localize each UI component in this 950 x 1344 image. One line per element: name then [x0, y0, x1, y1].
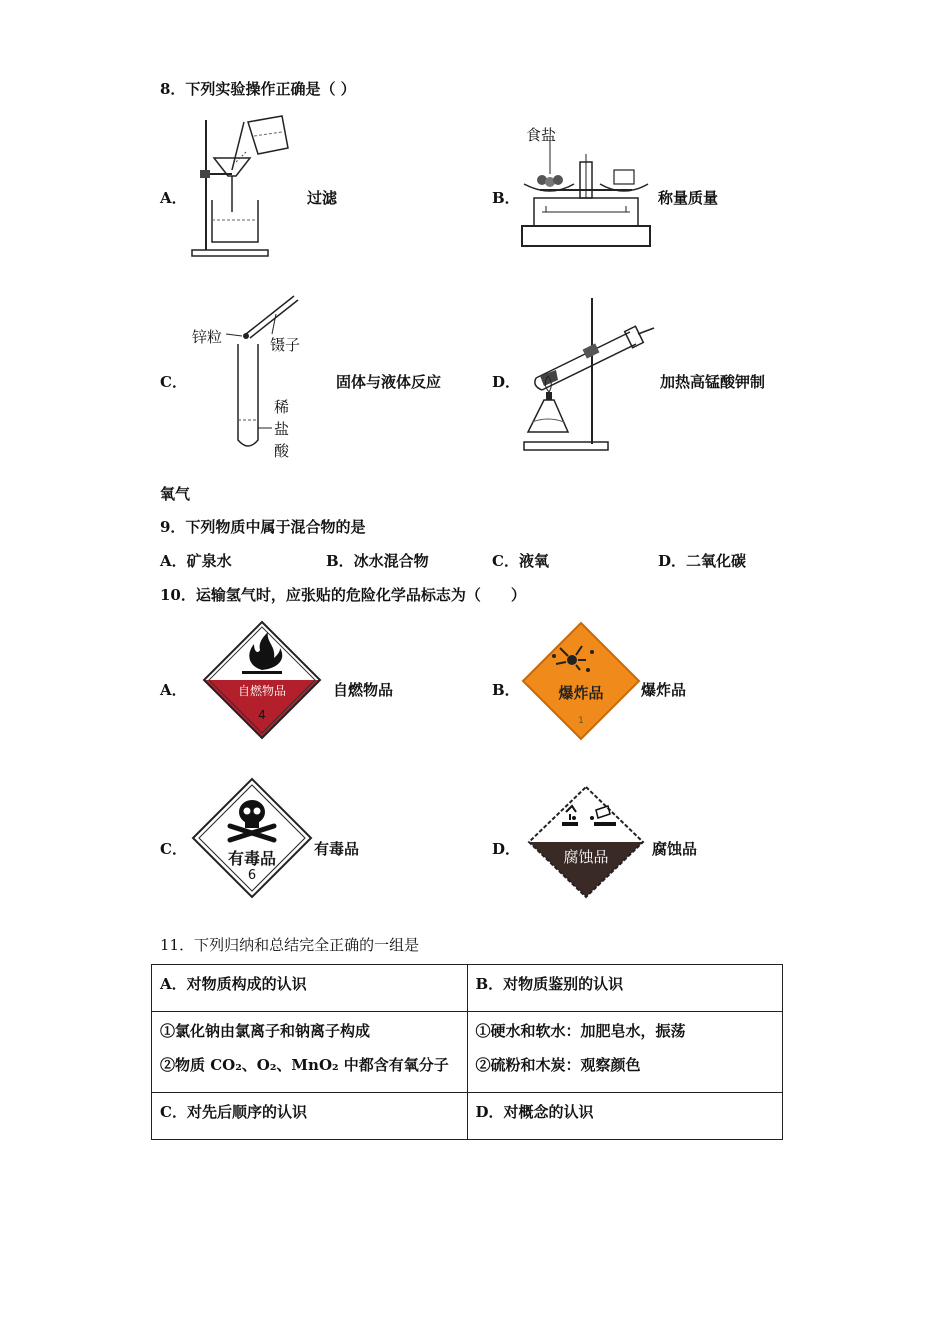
a-head-text: A．对物质构成的认识	[160, 975, 307, 993]
sign-b-text: 爆炸品	[558, 684, 604, 702]
table-row	[152, 1012, 783, 1093]
table-cell-d-head	[467, 1093, 783, 1140]
q10-title: 10．运输氢气时，应张贴的危险化学品标志为（ ）	[160, 586, 526, 604]
acid-label-1: 稀	[274, 398, 290, 416]
q8-option-d-caption: 加热高锰酸钾制	[660, 373, 766, 391]
table-cell-b-body	[467, 1012, 783, 1093]
q10-option-c-caption: 有毒品	[314, 840, 360, 858]
b-head-text: B．对物质鉴别的认识	[475, 975, 624, 993]
q8-option-c-letter: C．	[160, 373, 187, 391]
q8-option-d-letter: D．	[492, 373, 521, 391]
sign-d-text: 腐蚀品	[563, 848, 609, 866]
q9-option-d: D．二氧化碳	[658, 552, 747, 570]
q8-title: 8．下列实验操作正确是（ ）	[160, 80, 356, 98]
q10-option-d-letter: D．	[492, 840, 521, 858]
tweezers-label: 镊子	[270, 336, 301, 354]
table-cell-a-head	[152, 965, 468, 1012]
q10-option-c-letter: C．	[160, 840, 187, 858]
acid-label-3: 酸	[274, 442, 290, 460]
filtration-diagram	[188, 112, 298, 262]
q10-option-a-letter: A．	[160, 681, 187, 699]
toxic-sign	[190, 776, 314, 900]
sign-c-number: 6	[247, 868, 257, 883]
table-cell-c-head	[152, 1093, 468, 1140]
q9-title: 9．下列物质中属于混合物的是	[160, 518, 366, 536]
sign-a-number: 4	[258, 708, 266, 722]
table-row	[152, 1093, 783, 1140]
acid-label-2: 盐	[274, 420, 290, 438]
q8-option-a-caption: 过滤	[307, 189, 338, 207]
q8-option-c-caption: 固体与液体反应	[336, 373, 442, 391]
q10-option-d-caption: 腐蚀品	[652, 840, 698, 858]
b-item-1: ①硬水和软水：加肥皂水，振荡	[475, 1022, 686, 1040]
salt-label: 食盐	[526, 126, 557, 144]
heating-diagram	[518, 292, 658, 456]
b-item-2: ②硫粉和木炭：观察颜色	[475, 1056, 641, 1074]
q9-option-a: A．矿泉水	[160, 552, 232, 570]
spontaneous-combustion-sign	[200, 618, 324, 742]
q8-option-b-caption: 称量质量	[658, 189, 719, 207]
a-item-1: ①氯化钠由氯离子和钠离子构成	[160, 1022, 371, 1040]
q11-summary-table	[151, 964, 783, 1140]
sign-b-number: 1	[578, 716, 584, 726]
balance-diagram	[516, 140, 656, 252]
corrosive-sign	[526, 784, 646, 900]
zinc-label: 锌粒	[192, 328, 223, 346]
test-tube-diagram	[226, 292, 306, 458]
c-head-text: C．对先后顺序的认识	[160, 1103, 307, 1121]
d-head-text: D．对概念的认识	[475, 1103, 594, 1121]
sign-a-text: 自燃物品	[237, 684, 286, 698]
table-row	[152, 965, 783, 1012]
q8-option-d-caption-cont: 氧气	[160, 485, 191, 503]
q9-option-c: C．液氧	[492, 552, 549, 570]
q11-title: 11．下列归纳和总结完全正确的一组是	[160, 936, 420, 954]
sign-c-text: 有毒品	[227, 849, 276, 868]
q10-option-b-letter: B．	[492, 681, 520, 699]
explosive-sign	[520, 620, 642, 742]
q10-option-b-caption: 爆炸品	[641, 681, 687, 699]
q9-option-b: B．冰水混合物	[326, 552, 429, 570]
q10-option-a-caption: 自燃物品	[333, 681, 394, 699]
a-item-2: ②物质 CO₂、O₂、MnO₂ 中都含有氧分子	[160, 1056, 449, 1074]
q8-option-a-letter: A．	[160, 189, 187, 207]
q8-option-b-letter: B．	[492, 189, 520, 207]
table-cell-b-head	[467, 965, 783, 1012]
table-cell-a-body	[152, 1012, 468, 1093]
